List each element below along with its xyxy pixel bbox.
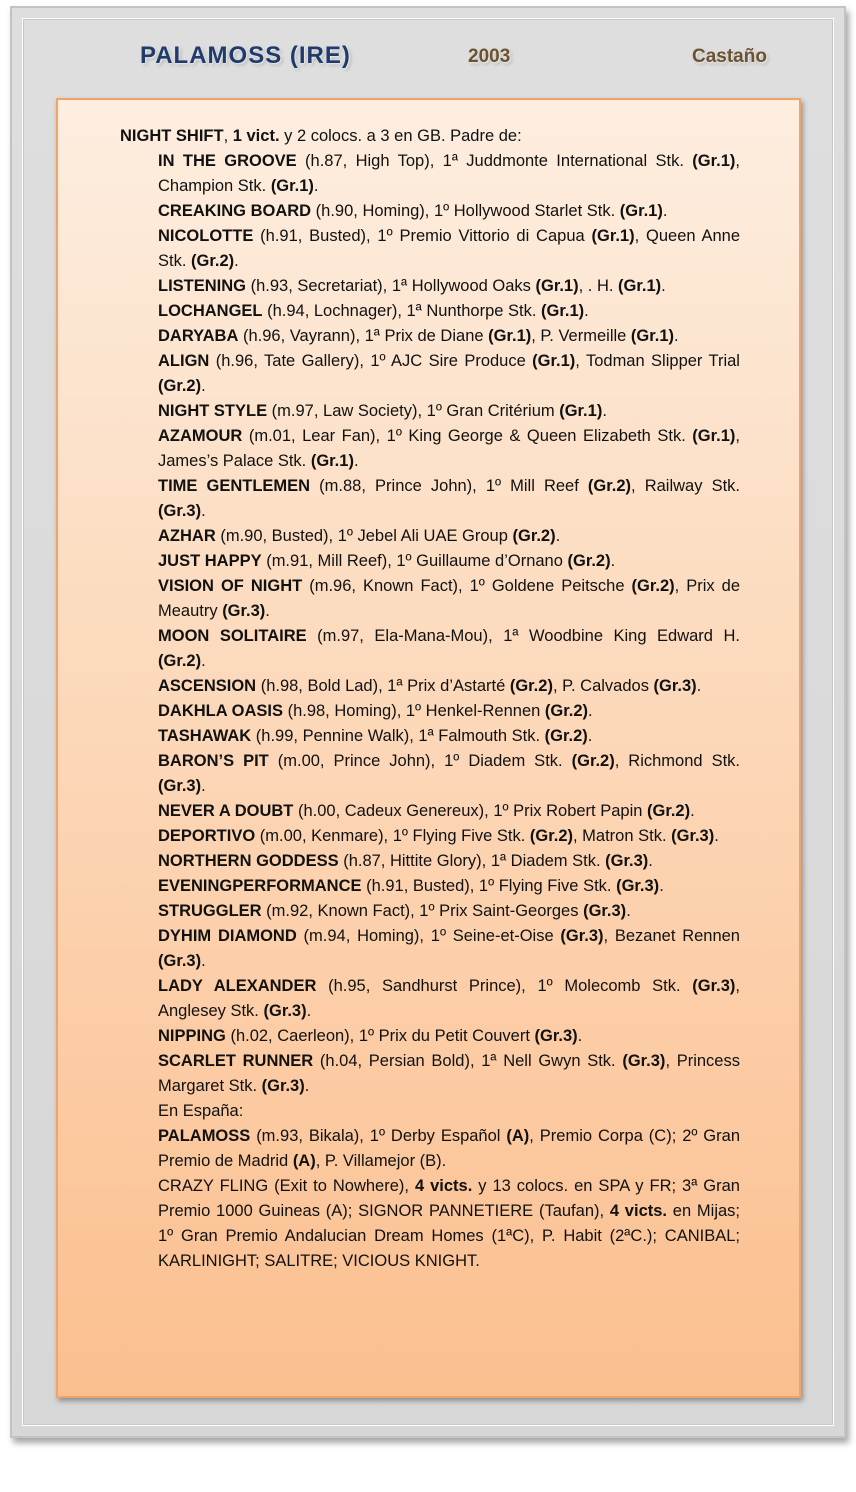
entry-grade: (Gr.1) (692, 427, 736, 445)
horse-title: PALAMOSS (IRE) (140, 42, 351, 69)
entry-grade: (A) (292, 1152, 316, 1170)
entry-text: , Richmond Stk. (614, 752, 740, 770)
entry-grade: (Gr.3) (616, 877, 660, 895)
entry-text: (m.01, Lear Fan), 1º King George & Queen Elizabeth Stk. (242, 427, 693, 445)
entry-grade: (Gr.3) (622, 1052, 666, 1070)
entry-text: (h.94, Lochnager), 1ª Nunthorpe Stk. (262, 302, 542, 320)
offspring-name: NORTHERN GODDESS (158, 852, 339, 870)
offspring-entry (158, 1049, 740, 1099)
offspring-name: LOCHANGEL (158, 302, 263, 320)
entry-text: (m.00, Kenmare), 1º Flying Five Stk. (255, 827, 530, 845)
entry-text: . (648, 852, 653, 870)
entry-grade: (Gr.1) (488, 327, 532, 345)
entry-grade: (Gr.1) (270, 177, 314, 195)
entry-text: . (584, 302, 589, 320)
entry-grade: (Gr.2) (191, 252, 235, 270)
entry-text: (h.93, Secretariat), 1ª Hollywood Oaks (246, 277, 536, 295)
offspring-name: DARYABA (158, 327, 239, 345)
offspring-name: NIPPING (158, 1027, 226, 1045)
offspring-name: CREAKING BOARD (158, 202, 312, 220)
entry-grade: (Gr.2) (587, 477, 632, 495)
entry-text: . (577, 1027, 583, 1045)
entry-text: . (690, 802, 695, 820)
offspring-name: JUST HAPPY (158, 552, 262, 570)
offspring-entry (158, 974, 740, 1024)
entry-grade: (Gr.2) (647, 802, 691, 820)
offspring-entry (158, 749, 740, 799)
entry-text: , Prix de Meautry (158, 577, 741, 620)
entry-text: (m.97, Ela-Mana-Mou), 1ª Woodbine King Edward H. (306, 627, 740, 645)
entry-text: . (313, 177, 319, 195)
entry-text: . (626, 902, 631, 920)
entry-grade: (A) (506, 1127, 530, 1145)
entry-grade: (Gr.3) (222, 602, 266, 620)
entry-grade: (Gr.1) (591, 227, 635, 245)
offspring-entry (158, 149, 740, 199)
offspring-entry (158, 924, 740, 974)
entry-text: . (201, 502, 206, 520)
offspring-entry (158, 474, 740, 524)
entry-grade: (Gr.3) (534, 1027, 578, 1045)
entry-text: (h.91, Busted), 1º Premio Vittorio di Capua (253, 227, 592, 245)
offspring-entry (158, 549, 740, 574)
entry-text: . (265, 602, 270, 620)
entry-text: CRAZY FLING (Exit to Nowhere), (158, 1177, 415, 1195)
entry-text: (m.97, Law Society), 1º Gran Critérium (267, 402, 560, 420)
entry-grade: (Gr.1) (692, 152, 736, 170)
offspring-entry (158, 399, 740, 424)
entry-text: , Anglesey Stk. (158, 977, 740, 1020)
entry-text: , P. Calvados (552, 677, 654, 695)
entry-text: (h.95, Sandhurst Prince), 1º Molecomb Stk. (316, 977, 693, 995)
offspring-entry (158, 324, 740, 349)
offspring-name: MOON SOLITAIRE (158, 627, 307, 645)
entry-grade: (Gr.2) (571, 752, 615, 770)
entry-text: (h.96, Vayrann), 1ª Prix de Diane (238, 327, 489, 345)
entry-text: , Queen Anne Stk. (158, 227, 740, 270)
entry-grade: (Gr.3) (605, 852, 649, 870)
entry-text: . (201, 377, 206, 395)
entry-text: . (588, 702, 593, 720)
offspring-entry (158, 424, 740, 474)
offspring-entry (158, 1174, 740, 1274)
entry-grade: (Gr.3) (653, 677, 697, 695)
entry-text: . (201, 952, 206, 970)
offspring-name: DAKHLA OASIS (158, 702, 283, 720)
pedigree-text (120, 124, 740, 1274)
entry-text: . (234, 252, 239, 270)
offspring-name: NIGHT STYLE (158, 402, 268, 420)
entry-text: . (353, 452, 359, 470)
offspring-entry (158, 699, 740, 724)
offspring-entry (158, 199, 740, 224)
entry-grade: (Gr.3) (261, 1077, 305, 1095)
entry-text: (h.98, Bold Lad), 1ª Prix d’Astarté (256, 677, 510, 695)
entry-text: (h.87, High Top), 1ª Juddmonte International Stk. (296, 152, 693, 170)
offspring-name: STRUGGLER (158, 902, 262, 920)
entry-text: . (304, 1077, 310, 1095)
entry-text: (m.90, Busted), 1º Jebel Ali UAE Group (215, 527, 513, 545)
entry-grade: (Gr.1) (619, 202, 663, 220)
offspring-entry (158, 799, 740, 824)
offspring-entry (158, 674, 740, 699)
offspring-list (120, 149, 740, 1274)
entry-grade: (Gr.3) (671, 827, 715, 845)
entry-text: (m.93, Bikala), 1º Derby Español (250, 1127, 507, 1145)
entry-text: (m.88, Prince John), 1º Mill Reef (310, 477, 588, 495)
entry-grade: (Gr.3) (263, 1002, 307, 1020)
birth-year: 2003 (468, 46, 511, 67)
entry-text: (h.04, Persian Bold), 1ª Nell Gwyn Stk. (313, 1052, 623, 1070)
entry-grade: (Gr.2) (512, 527, 556, 545)
entry-text: , Champion Stk. (158, 152, 740, 195)
entry-text: , Princess Margaret Stk. (158, 1052, 740, 1095)
entry-text: (m.96, Known Fact), 1º Goldene Peitsche (302, 577, 632, 595)
entry-text: (h.87, Hittite Glory), 1ª Diadem Stk. (338, 852, 606, 870)
entry-text: , Matron Stk. (573, 827, 672, 845)
entry-text: y 13 colocs. en SPA y FR; 3ª Gran Premio 1000 Guineas (A); SIGNOR PANNETIERE (Taufan), (158, 1177, 740, 1220)
entry-text: (h.98, Homing), 1º Henkel-Rennen (282, 702, 545, 720)
entry-text: . (659, 877, 664, 895)
entry-text: , Bezanet Rennen (603, 927, 740, 945)
entry-grade: (Gr.1) (618, 277, 662, 295)
offspring-entry (158, 299, 740, 324)
entry-grade: (Gr.1) (630, 327, 675, 345)
offspring-entry (158, 874, 740, 899)
entry-text: . (661, 277, 666, 295)
entry-grade: (Gr.3) (158, 952, 202, 970)
sire-name: NIGHT SHIFT (120, 127, 224, 145)
offspring-name: PALAMOSS (158, 1127, 251, 1145)
offspring-name: NICOLOTTE (158, 227, 254, 245)
entry-grade: 4 victs. (609, 1202, 668, 1220)
entry-grade: 4 victs. (414, 1177, 473, 1195)
entry-text: . (306, 1002, 312, 1020)
offspring-name: LADY ALEXANDER (158, 977, 317, 995)
pedigree-panel (56, 98, 801, 1398)
offspring-name: IN THE GROOVE (158, 152, 297, 170)
entry-text: . (610, 552, 616, 570)
entry-text: . (201, 777, 206, 795)
offspring-entry (158, 349, 740, 399)
entry-grade: (Gr.2) (544, 702, 588, 720)
entry-grade: (Gr.1) (310, 452, 354, 470)
entry-text: , James’s Palace Stk. (158, 427, 740, 470)
entry-grade: (Gr.2) (158, 652, 202, 670)
entry-text: En España: (158, 1102, 244, 1120)
offspring-name: AZAMOUR (158, 427, 243, 445)
entry-grade: (Gr.3) (158, 502, 202, 520)
offspring-entry (158, 899, 740, 924)
offspring-entry (158, 524, 740, 549)
offspring-name: TASHAWAK (158, 727, 252, 745)
entry-grade: (Gr.1) (541, 302, 585, 320)
entry-text: (h.90, Homing), 1º Hollywood Starlet Stk. (311, 202, 620, 220)
offspring-entry (158, 224, 740, 274)
entry-grade: (Gr.1) (535, 277, 579, 295)
entry-text: (h.91, Busted), 1º Flying Five Stk. (361, 877, 617, 895)
offspring-name: LISTENING (158, 277, 247, 295)
entry-grade: (Gr.2) (158, 377, 202, 395)
entry-grade: (Gr.3) (583, 902, 627, 920)
offspring-name: ASCENSION (158, 677, 257, 695)
offspring-entry (158, 574, 740, 624)
entry-text: , Todman Slipper Trial (575, 352, 740, 370)
sire-intro-rest: y 2 colocs. a 3 en GB. Padre de: (279, 127, 522, 145)
entry-grade: (Gr.2) (529, 827, 573, 845)
entry-text: (m.92, Known Fact), 1º Prix Saint-Georges (261, 902, 584, 920)
offspring-entry (158, 274, 740, 299)
entry-text: en Mijas; 1º Gran Premio Andalucian Dream Homes (1ªC), P. Habit (2ªC.); CANIBAL; KARLINIGHT; SALITRE; VICIOUS KNIGHT. (158, 1202, 741, 1270)
entry-text: (m.00, Prince John), 1º Diadem Stk. (268, 752, 572, 770)
entry-text: (m.94, Homing), 1º Seine-et-Oise (296, 927, 561, 945)
offspring-name: NEVER A DOUBT (158, 802, 294, 820)
entry-text: (h.02, Caerleon), 1º Prix du Petit Couvert (225, 1027, 535, 1045)
offspring-name: EVENINGPERFORMANCE (158, 877, 362, 895)
offspring-entry (158, 624, 740, 674)
sire-intro: NIGHT SHIFT, 1 vict. y 2 colocs. a 3 en GB. Padre de: (120, 127, 522, 145)
entry-text: , Premio Corpa (C); 2º Gran Premio de Madrid (158, 1127, 740, 1170)
entry-grade: (Gr.2) (544, 727, 588, 745)
entry-text: , . H. (578, 277, 619, 295)
offspring-name: DEPORTIVO (158, 827, 256, 845)
sire-wins: 1 vict. (232, 127, 280, 145)
offspring-entry (158, 849, 740, 874)
entry-text: , P. Vermeille (531, 327, 631, 345)
entry-text: . (602, 402, 607, 420)
offspring-name: ALIGN (158, 352, 210, 370)
entry-grade: (Gr.2) (509, 677, 553, 695)
coat-color: Castaño (692, 46, 767, 67)
entry-text: . (201, 652, 206, 670)
entry-text: (h.96, Tate Gallery), 1º AJC Sire Produce (209, 352, 533, 370)
entry-text: (h.99, Pennine Walk), 1ª Falmouth Stk. (251, 727, 545, 745)
offspring-name: DYHIM DIAMOND (158, 927, 297, 945)
entry-text: . (696, 677, 702, 695)
entry-text: (h.00, Cadeux Genereux), 1º Prix Robert Papin (293, 802, 647, 820)
entry-text: . (587, 727, 593, 745)
entry-text: . (714, 827, 719, 845)
entry-text: , Railway Stk. (631, 477, 740, 495)
entry-text: . (555, 527, 561, 545)
entry-grade: (Gr.1) (559, 402, 603, 420)
entry-text: . (674, 327, 679, 345)
offspring-name: TIME GENTLEMEN (158, 477, 311, 495)
entry-text: , P. Villamejor (B). (315, 1152, 447, 1170)
offspring-entry (158, 824, 740, 849)
entry-grade: (Gr.2) (567, 552, 611, 570)
entry-grade: (Gr.2) (631, 577, 675, 595)
offspring-entry (158, 724, 740, 749)
entry-text: . (662, 202, 668, 220)
entry-grade: (Gr.1) (532, 352, 576, 370)
offspring-name: BARON’S PIT (158, 752, 269, 770)
offspring-name: VISION OF NIGHT (158, 577, 303, 595)
entry-text: (m.91, Mill Reef), 1º Guillaume d’Ornano (261, 552, 568, 570)
offspring-entry (158, 1099, 740, 1124)
offspring-entry (158, 1124, 740, 1174)
entry-grade: (Gr.3) (560, 927, 604, 945)
offspring-name: AZHAR (158, 527, 216, 545)
entry-grade: (Gr.3) (158, 777, 202, 795)
offspring-entry (158, 1024, 740, 1049)
entry-grade: (Gr.3) (692, 977, 736, 995)
offspring-name: SCARLET RUNNER (158, 1052, 314, 1070)
